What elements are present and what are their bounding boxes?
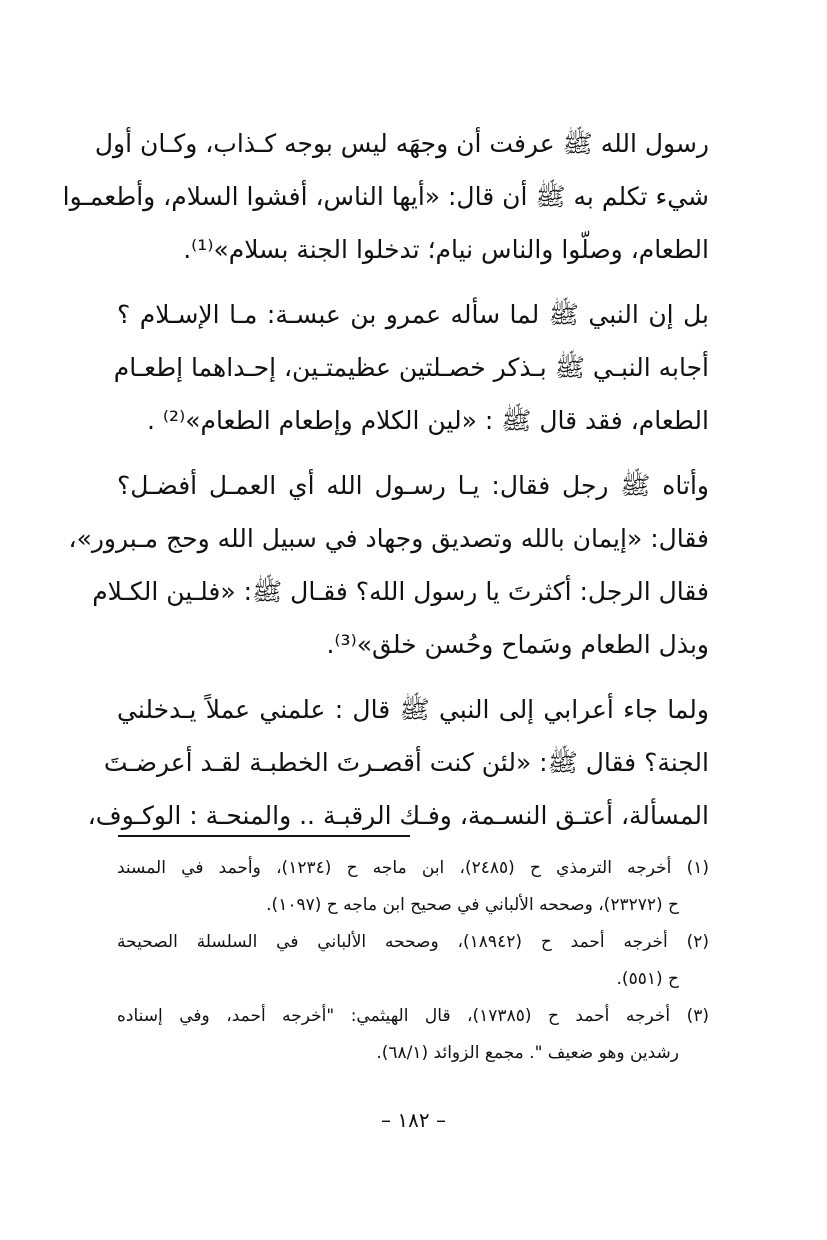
text-line: وأتاه ﷺ رجل فقال: يـا رسـول الله أي العمـل أفضـل؟	[117, 471, 709, 500]
paragraph-4	[87, 683, 709, 842]
footnote-2	[117, 924, 709, 998]
footnote-line: (٣) أخرجه أحمد ح (١٧٣٨٥)، قال الهيثمي: "أخرجه أحمد، وفي إسناده	[117, 1006, 709, 1026]
footnote-line: رشدين وهو ضعيف ". مجمع الزوائد (٦٨/١).	[376, 1043, 679, 1063]
footnote-line: ح (٢٣٢٧٢)، وصححه الألباني في صحيح ابن ماجه ح (١٠٩٧).	[266, 895, 679, 915]
text-line: رسول الله ﷺ عرفت أن وجهَه ليس بوجه كـذاب، وكـان أول	[94, 129, 709, 158]
paragraph-1	[62, 117, 709, 276]
text-line: فقال: «إيمان بالله وتصديق وجهاد في سبيل الله وحج مـبرور»،	[68, 524, 709, 553]
footnote-1	[117, 850, 709, 924]
text-line: بل إن النبي ﷺ لما سأله عمرو بن عبسـة: مـا الإسـلام ؟	[117, 300, 709, 329]
footnote-line: ح (٥٥١).	[616, 969, 679, 989]
text-line: شيء تكلم به ﷺ أن قال: «أيها الناس، أفشوا السلام، وأطعمـوا	[62, 182, 709, 211]
paragraph-2	[113, 288, 709, 447]
footnote-line: (٢) أخرجه أحمد ح (١٨٩٤٢)، وصححه الألباني في السلسلة الصحيحة	[117, 932, 710, 952]
text-line: الطعام، وصلّوا والناس نيام؛ تدخلوا الجنة بسلام»⁽¹⁾.	[183, 235, 709, 264]
paragraph-3	[68, 459, 709, 671]
text-line: فقال الرجل: أكثرتَ يا رسول الله؟ فقـال ﷺ: «فلـين الكـلام	[92, 577, 709, 606]
text-line: المسألة، أعتـق النسـمة، وفـك الرقبـة .. والمنحـة : الوكـوف،	[87, 801, 709, 830]
text-line: الطعام، فقد قال ﷺ : «لين الكلام وإطعام الطعام»⁽²⁾ .	[146, 406, 709, 435]
text-line: الجنة؟ فقال ﷺ: «لئن كنت أقصـرتَ الخطبـة لقـد أعرضـتَ	[103, 748, 709, 777]
footnotes	[117, 850, 709, 1072]
main-text	[62, 117, 709, 854]
footnote-separator	[118, 835, 410, 837]
page-number: – ١٨٢ –	[381, 1108, 446, 1132]
text-line: ولما جاء أعرابي إلى النبي ﷺ قال : علمني عملاً يـدخلني	[117, 695, 709, 724]
text-line: وبذل الطعام وسَماح وحُسن خلق»⁽³⁾.	[326, 630, 709, 659]
text-line: أجابه النبـي ﷺ بـذكر خصـلتين عظيمتـين، إحـداهما إطعـام	[113, 353, 709, 382]
footnote-3	[117, 998, 709, 1072]
footnote-line: (١) أخرجه الترمذي ح (٢٤٨٥)، ابن ماجه ح (١٢٣٤)، وأحمد في المسند	[117, 858, 709, 878]
